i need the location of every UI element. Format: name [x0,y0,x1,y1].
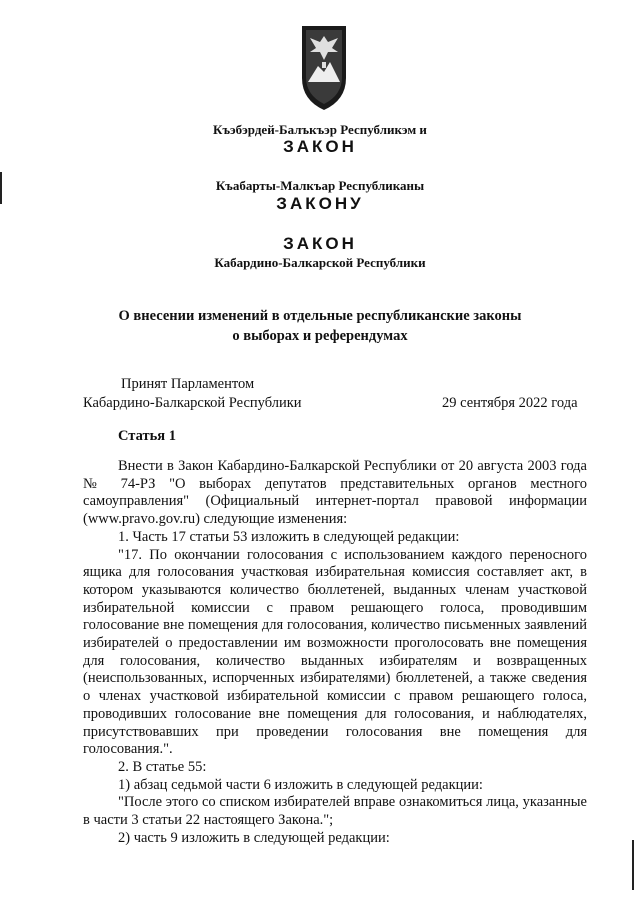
scan-artifact-left [0,172,2,204]
balkar-header-line: Къабарты-Малкъар Республиканы [215,178,425,193]
scan-artifact-right [632,840,634,890]
document-title-line1: О внесении изменений в отдельные республиканские законы [118,308,522,324]
russian-law-word: ЗАКОН [283,234,357,253]
paragraph: 1. Часть 17 статьи 53 изложить в следующей редакции: [118,528,460,545]
paragraph: 2) часть 9 изложить в следующей редакции: [118,829,390,846]
paragraph: Внести в Закон Кабардино-Балкарской Республики от 20 августа 2003 года № 74-РЗ "О выборах депутатов представительных органов местного самоуправления" (Официальный интернет-портал правовой информации (www.pravo.gov.ru) следующие изменения: [83,458,587,528]
kabardian-law-word: ЗАКОН [283,137,357,156]
paragraph: "17. По окончании голосования с использованием каждого переносного ящика для голосования участковая избирательная комиссия составляет акт, в котором указываются количество бюллетеней, выданных членам участковой избирательной комиссии с правом решающего голоса, проводившим голосование вне помещения для голосования, количество письменных заявлений избирателей о предоставлении им возможности проголосовать вне помещения для голосования, количество выданных избирателям и возвращенных (неиспользованных, испорченных избирателями) бюллетеней, а также сведения о членах участковой избирательной комиссии с правом решающего голоса, проводивших голосование вне помещения для голосования, и наблюдателях, присутствовавших при проведении голосования вне помещения для голосования.". [83,546,587,758]
adoption-line2: Кабардино-Балкарской Республики [83,395,302,411]
paragraph: 2. В статье 55: [118,758,207,775]
article-body [83,458,587,847]
coat-of-arms-emblem [298,22,350,112]
paragraph: "После этого со списком избирателей вправе ознакомиться лица, указанные в части 3 статьи 22 настоящего Закона."; [83,794,587,829]
balkar-law-word: ЗАКОНУ [276,194,364,213]
kabardian-header-line: Къэбэрдей-Балъкъэр Республикэм и [213,122,427,137]
article-heading: Статья 1 [118,428,176,444]
document-title [0,306,640,346]
document-title-line2: о выборах и референдумах [232,328,408,344]
adoption-line1: Принят Парламентом [121,376,255,392]
adoption-date: 29 сентября 2022 года [442,395,578,411]
russian-header-line: Кабардино-Балкарской Республики [214,255,426,270]
paragraph: 1) абзац седьмой части 6 изложить в следующей редакции: [118,776,483,793]
